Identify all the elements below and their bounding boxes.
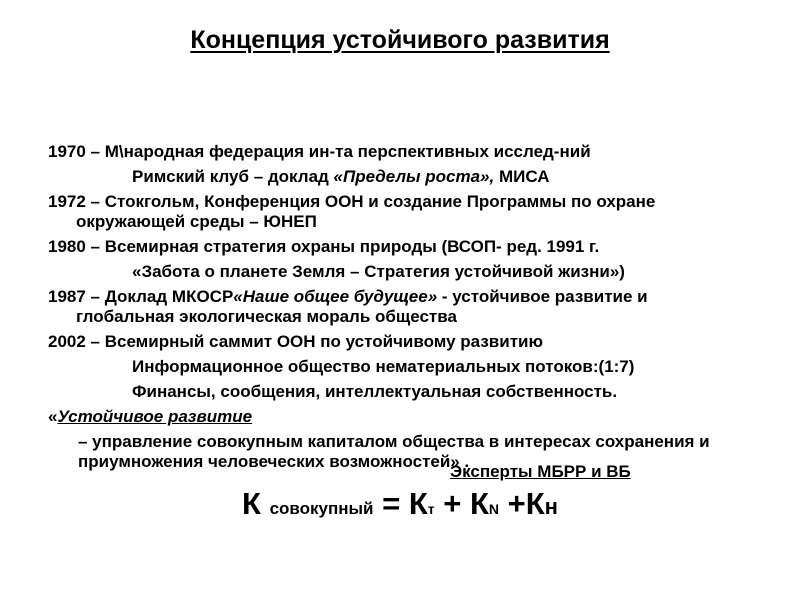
line-2002-info: Информационное общество нематериальных потоков:(1:7): [132, 357, 635, 376]
formula-eq: = К: [373, 486, 428, 521]
misa-text: МИСА: [494, 167, 550, 186]
limits-of-growth: «Пределы роста»,: [333, 167, 495, 186]
quote-open: «: [48, 407, 58, 426]
slide-body: [48, 142, 748, 472]
slide-title: Концепция устойчивого развития: [190, 26, 610, 54]
formula-sub-t: т: [427, 501, 435, 517]
wced-text: 1987 – Доклад МКОСР: [48, 287, 234, 306]
formula-plus-1: + К: [434, 486, 489, 521]
line-1987: [48, 287, 748, 327]
definition-term: Устойчивое развитие: [57, 407, 253, 426]
line-1970: 1970 – М\народная федерация ин-та перспективных исслед-ний: [48, 142, 591, 161]
line-1972: 1972 – Стокгольм, Конференция ООН и создание Программы по охране окружающей среды – ЮНЕП: [48, 192, 656, 231]
formula-plus-2: +К: [499, 486, 545, 521]
formula-sub-total: совокупный: [269, 499, 374, 518]
line-2002: 2002 – Всемирный саммит ООН по устойчивому развитию: [48, 332, 543, 351]
capital-formula: [0, 486, 800, 522]
sustainable-text: - устойчивое развитие и глобальная экологическая мораль общества: [76, 287, 648, 326]
club-text: Римский клуб – доклад: [132, 167, 334, 186]
formula-sub-n: N: [488, 501, 499, 517]
our-common-future: «Наше общее будущее»: [233, 287, 438, 306]
formula-k: К: [242, 486, 261, 521]
line-1980: 1980 – Всемирная стратегия охраны природы (ВСОП- ред. 1991 г.: [48, 237, 600, 256]
line-1980-care: «Забота о планете Земля – Стратегия устойчивой жизни»): [132, 262, 625, 281]
line-1970-club: [48, 167, 748, 187]
definition-text: – управление совокупным капиталом общества в интересах сохранения и приумножения человеческих возможностей» .: [78, 432, 710, 471]
line-2002-finance: Финансы, сообщения, интеллектуальная собственность.: [132, 382, 618, 401]
formula-sub-h: н: [544, 494, 558, 519]
definition-term-line: [48, 407, 748, 427]
experts-attribution: Эксперты МБРР и ВБ: [450, 462, 631, 481]
